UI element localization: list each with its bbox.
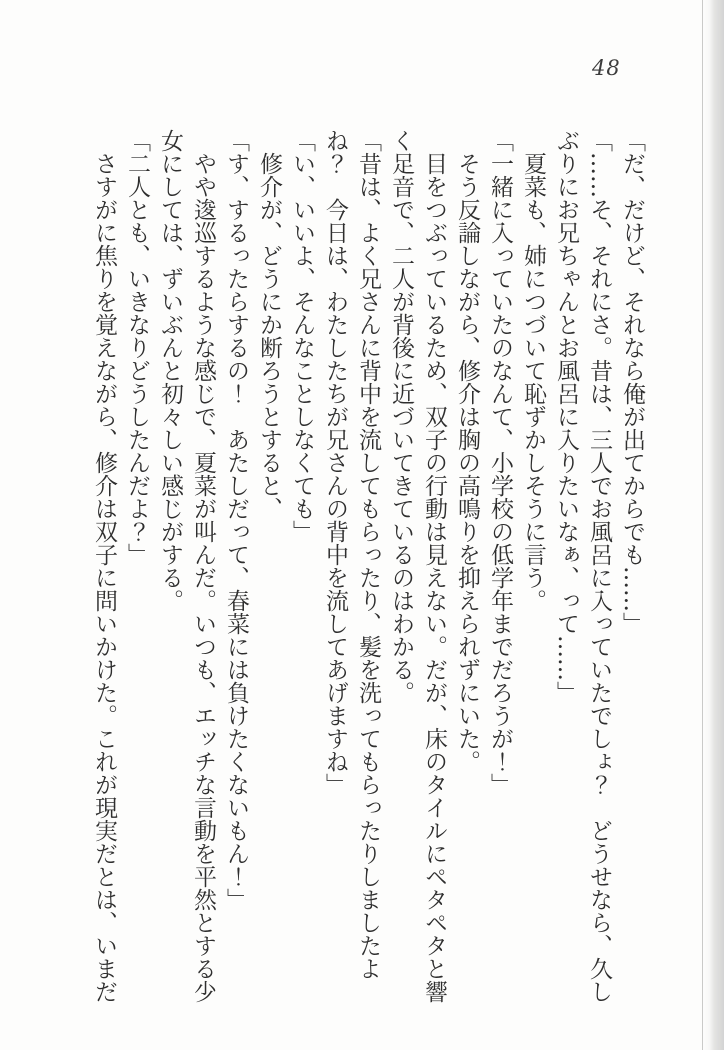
paragraph: 夏菜も、姉につづいて恥ずかしそうに言う。	[520, 152, 546, 612]
paragraph: 「い、いいよ、そんなことしなくても」	[289, 129, 315, 543]
paragraph: 「す、するったらするの！ あたしだって、春菜には負けたくないもん！」	[223, 129, 249, 911]
text-block	[87, 129, 648, 1007]
paragraph: やや逡巡するような感じで、夏菜が叫んだ。いつも、エッチな言動を平然とする少女にしては、ずいぶんと初々しい感じがする。	[157, 129, 216, 1003]
paragraph: 「二人とも、いきなりどうしたんだよ？」	[124, 129, 150, 566]
paragraph: 修介が、どうにか断ろうとすると、	[256, 152, 282, 520]
paragraph: さすがに焦りを覚えながら、修介は双子に問いかけた。これが現実だとは、いまだ	[91, 152, 117, 1003]
paragraph: 「だ、だけど、それなら俺が出てからでも……」	[619, 129, 645, 635]
paragraph: 目をつぶっているため、双子の行動は見えない。だが、床のタイルにペタペタと響く足音で、二人が背後に近づいてきているのはわかる。	[388, 129, 447, 1003]
paragraph: 「……そ、それにさ。昔は、三人でお風呂に入っていたでしょ？ どうせなら、久しぶりにお兄ちゃんとお風呂に入りたいなぁ、って……」	[553, 129, 612, 1003]
paragraph: 「昔は、よく兄さんに背中を流してもらったり、髪を洗ってもらったりしましたよね？ 今日は、わたしたちが兄さんの背中を流してあげますね」	[322, 129, 381, 980]
paragraph: 「一緒に入っていたのなんて、小学校の低学年までだろうが！」	[487, 129, 513, 796]
page-edge-shadow	[702, 0, 724, 1050]
paragraph: そう反論しながら、修介は胸の高鳴りを抑えられずにいた。	[454, 152, 480, 773]
page-number: 48	[592, 56, 621, 80]
